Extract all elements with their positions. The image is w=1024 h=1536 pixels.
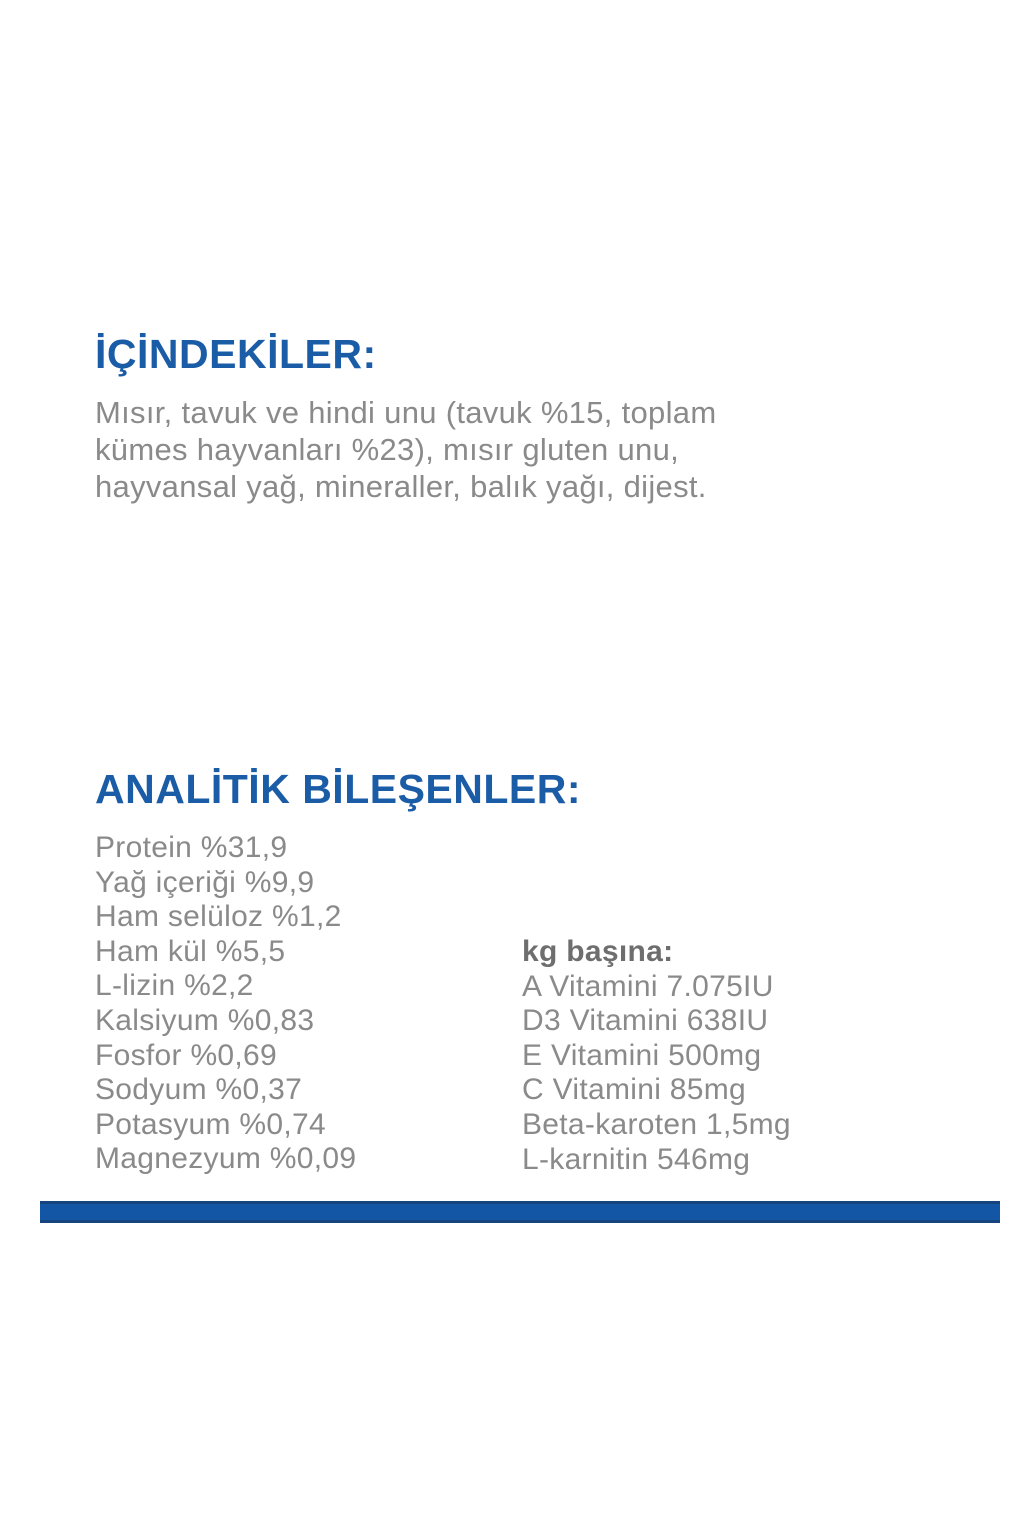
ingredients-line-3: hayvansal yağ, mineraller, balık yağı, dijest. (95, 469, 707, 504)
bottom-divider-bar (40, 1201, 1000, 1223)
list-item-vitamin-c: C Vitamini 85mg (522, 1073, 747, 1107)
list-item-l-carnitine: L-karnitin 546mg (522, 1142, 751, 1176)
list-item-beta-carotene: Beta-karoten 1,5mg (522, 1107, 791, 1141)
ingredients-text (95, 394, 855, 505)
per-kg-header: kg başına: (522, 935, 674, 968)
ingredients-line-1: Mısır, tavuk ve hindi unu (tavuk %15, toplam (95, 395, 717, 430)
list-item-protein: Protein %31,9 (95, 831, 288, 864)
analytical-left-column (95, 831, 356, 1177)
list-item-vitamin-a: A Vitamini 7.075IU (522, 969, 774, 1003)
list-item-sodium: Sodyum %0,37 (95, 1073, 303, 1107)
list-item-calcium: Kalsiyum %0,83 (95, 1003, 315, 1037)
analytical-components-title: ANALİTİK BİLEŞENLER: (95, 766, 582, 812)
list-item-fibre: Ham selüloz %1,2 (95, 900, 342, 934)
list-item-ash: Ham kül %5,5 (95, 934, 286, 968)
list-item-fat: Yağ içeriği %9,9 (95, 865, 315, 899)
list-item-vitamin-e: E Vitamini 500mg (522, 1038, 762, 1072)
ingredients-line-2: kümes hayvanları %23), mısır gluten unu, (95, 432, 680, 467)
list-item-potassium: Potasyum %0,74 (95, 1107, 326, 1141)
list-item-magnesium: Magnezyum %0,09 (95, 1142, 357, 1176)
ingredients-title: İÇİNDEKİLER: (95, 331, 377, 377)
list-item-lysine: L-lizin %2,2 (95, 969, 254, 1003)
analytical-right-column (522, 935, 791, 1177)
list-item-phosphorus: Fosfor %0,69 (95, 1038, 278, 1072)
list-item-vitamin-d3: D3 Vitamini 638IU (522, 1004, 769, 1038)
